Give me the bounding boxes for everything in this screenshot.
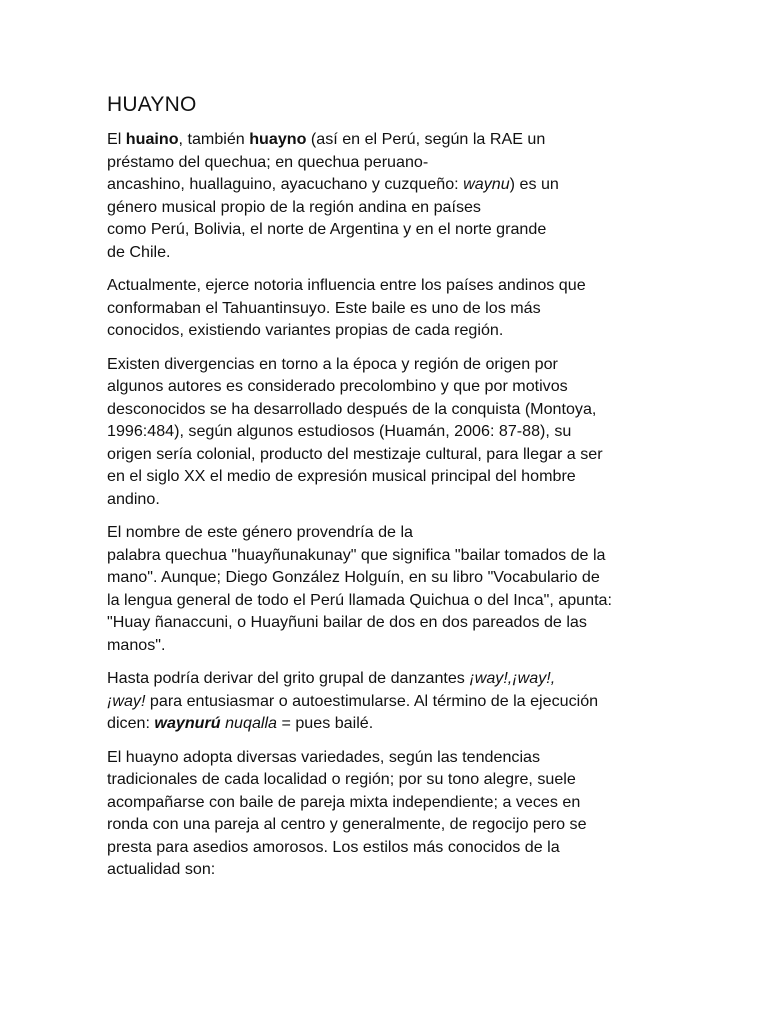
text-line: 1996:484), según algunos estudiosos (Huamán, 2006: 87-88), su <box>107 422 572 440</box>
text-line: origen sería colonial, producto del mestizaje cultural, para llegar a ser <box>107 444 603 463</box>
bold-term-huaino: huaino <box>125 130 179 148</box>
text-run: dicen: <box>107 714 155 732</box>
text-line <box>107 667 672 690</box>
text-line <box>107 173 672 196</box>
text-line: acompañarse con baile de pareja mixta independiente; a veces en <box>107 792 581 811</box>
text-line: actualidad son: <box>107 860 216 878</box>
text-run: Hasta podría derivar del grito grupal de danzantes <box>107 669 470 687</box>
text-line: préstamo del quechua; en quechua peruano- <box>107 152 429 171</box>
text-line: conformaban el Tahuantinsuyo. Este baile es uno de los más <box>107 298 541 317</box>
text-run: ) es un <box>509 175 559 193</box>
paragraph-varieties <box>107 746 672 881</box>
text-line <box>107 712 672 735</box>
text-line: como Perú, Bolivia, el norte de Argentina y en el norte grande <box>107 220 547 238</box>
text-line: manos". <box>107 635 166 654</box>
text-run: = pues bailé. <box>277 714 374 732</box>
text-line: El nombre de este género provendría de la <box>107 523 413 541</box>
italic-cry: ¡way! <box>107 691 146 710</box>
text-line: "Huay ñanaccuni, o Huayñuni bailar de dos en dos pareados de las <box>107 613 587 631</box>
text-line: andino. <box>107 489 160 508</box>
text-line: ronda con una pareja al centro y generalmente, de regocijo pero se <box>107 815 587 833</box>
paragraph-etymology <box>107 521 672 656</box>
document-title: HUAYNO <box>107 93 197 116</box>
paragraph-influence <box>107 274 672 342</box>
text-line: palabra quechua "huayñunakunay" que significa "bailar tomados de la <box>107 545 606 564</box>
text-line: conocidos, existiendo variantes propias de cada región. <box>107 321 504 339</box>
text-line: El huayno adopta diversas variedades, según las tendencias <box>107 747 541 766</box>
paragraph-origin <box>107 353 672 511</box>
text-line: tradicionales de cada localidad o región; por su tono alegre, suele <box>107 770 576 788</box>
text-run: ancashino, huallaguino, ayacuchano y cuzqueño: <box>107 175 464 193</box>
text-line: de Chile. <box>107 242 171 261</box>
italic-cry: ¡way!,¡way!, <box>469 669 556 687</box>
bold-italic-term-waynuru: waynurú <box>154 714 221 732</box>
text-line: en el siglo XX el medio de expresión musical principal del hombre <box>107 467 576 485</box>
text-line: mano". Aunque; Diego González Holguín, en su libro "Vocabulario de <box>107 568 600 586</box>
text-line: Actualmente, ejerce notoria influencia entre los países andinos que <box>107 276 586 294</box>
text-line: la lengua general de todo el Perú llamada Quichua o del Inca", apunta: <box>107 590 612 609</box>
paragraph-definition <box>107 128 672 263</box>
italic-term-waynu: waynu <box>463 175 510 193</box>
text-line: presta para asedios amorosos. Los estilos más conocidos de la <box>107 837 560 856</box>
text-run: para entusiasmar o autoestimularse. Al término de la ejecución <box>145 691 599 710</box>
text-run: El <box>107 130 126 148</box>
italic-term-nuqalla: nuqalla <box>225 714 277 732</box>
bold-term-huayno: huayno <box>249 130 307 148</box>
text-line <box>107 690 672 713</box>
text-line <box>107 128 672 151</box>
text-line: algunos autores es considerado precolombino y que por motivos <box>107 377 568 395</box>
paragraph-cry <box>107 667 672 735</box>
text-run: (así en el Perú, según la RAE un <box>306 130 546 148</box>
text-line: Existen divergencias en torno a la época y región de origen por <box>107 354 558 373</box>
text-line: desconocidos se ha desarrollado después de la conquista (Montoya, <box>107 399 597 418</box>
text-line: género musical propio de la región andina en países <box>107 197 481 216</box>
text-run: , también <box>178 130 250 148</box>
